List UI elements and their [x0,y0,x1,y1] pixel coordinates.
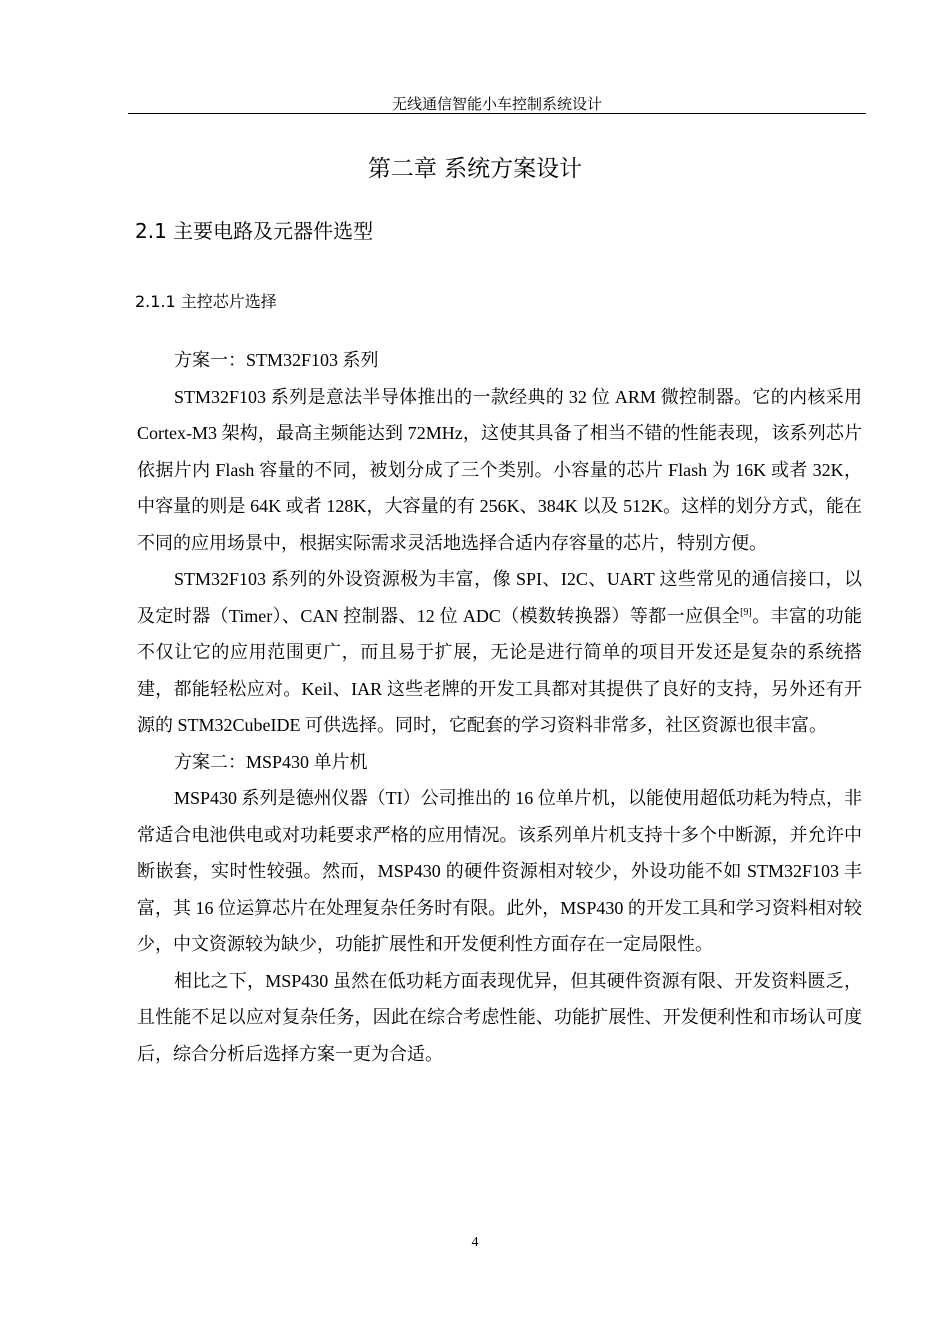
paragraph-scheme-two-title: 方案二：MSP430 单片机 [174,751,368,772]
citation-ref: [9] [740,606,752,618]
section-heading: 2.1 主要电路及元器件选型 [135,219,374,243]
page-number: 4 [471,1235,479,1250]
paragraph-text: STM32F103 系列的外设资源极为丰富，像 SPI、I2C、UART 这些常见的通信接口，以及定时器（Timer）、CAN 控制器、12 位 ADC（模数转换器）等都一应俱全 [137,569,862,626]
paragraph-stm32-peripherals [137,561,862,744]
running-header: 无线通信智能小车控制系统设计 [391,95,602,113]
paragraph-conclusion: 相比之下，MSP430 虽然在低功耗方面表现优异，但其硬件资源有限、开发资料匮乏，且性能不足以应对复杂任务，因此在综合考虑性能、功能扩展性、开发便利性和市场认可度后，综合分析后选择方案一更为合适。 [137,970,862,1064]
header-rule [128,113,866,114]
paragraph-scheme-one-title: 方案一：STM32F103 系列 [174,350,379,370]
subsection-heading: 2.1.1 主控芯片选择 [135,292,277,311]
paragraph-msp430-intro: MSP430 系列是德州仪器（TI）公司推出的 16 位单片机，以能使用超低功耗为特点，非常适合电池供电或对功耗要求严格的应用情况。该系列单片机支持十多个中断源，并允许中断嵌套，实时性较强。然而，MSP430 的硬件资源相对较少，外设功能不如 STM32F103 丰富，其 16 位运算芯片在处理复杂任务时有限。此外，MSP430 的开发工具和学习资料相对较少，中文资源较为缺少，功能扩展性和开发便利性方面存在一定局限性。 [137,788,862,954]
paragraph-text: 。丰富的功能不仅让它的应用范围更广，而且易于扩展，无论是进行简单的项目开发还是复杂的系统搭建，都能轻松应对。Keil、IAR 这些老牌的开发工具都对其提供了良好的支持，另外还有开源的 STM32CubeIDE 可供选择。同时，它配套的学习资料非常多，社区资源也很丰富。 [137,605,862,735]
body-text [137,342,862,1072]
chapter-title: 第二章 系统方案设计 [367,156,583,182]
paragraph-stm32-intro: STM32F103 系列是意法半导体推出的一款经典的 32 位 ARM 微控制器。它的内核采用 Cortex-M3 架构，最高主频能达到 72MHz，这使其具备了相当不错的性能表现，该系列芯片依据片内 Flash 容量的不同，被划分成了三个类别。小容量的芯片 Flash 为 16K 或者 32K，中容量的则是 64K 或者 128K，大容量的有 256K、384K 以及 512K。这样的划分方式，能在不同的应用场景中，根据实际需求灵活地选择合适内存容量的芯片，特别方便。 [137,386,862,553]
